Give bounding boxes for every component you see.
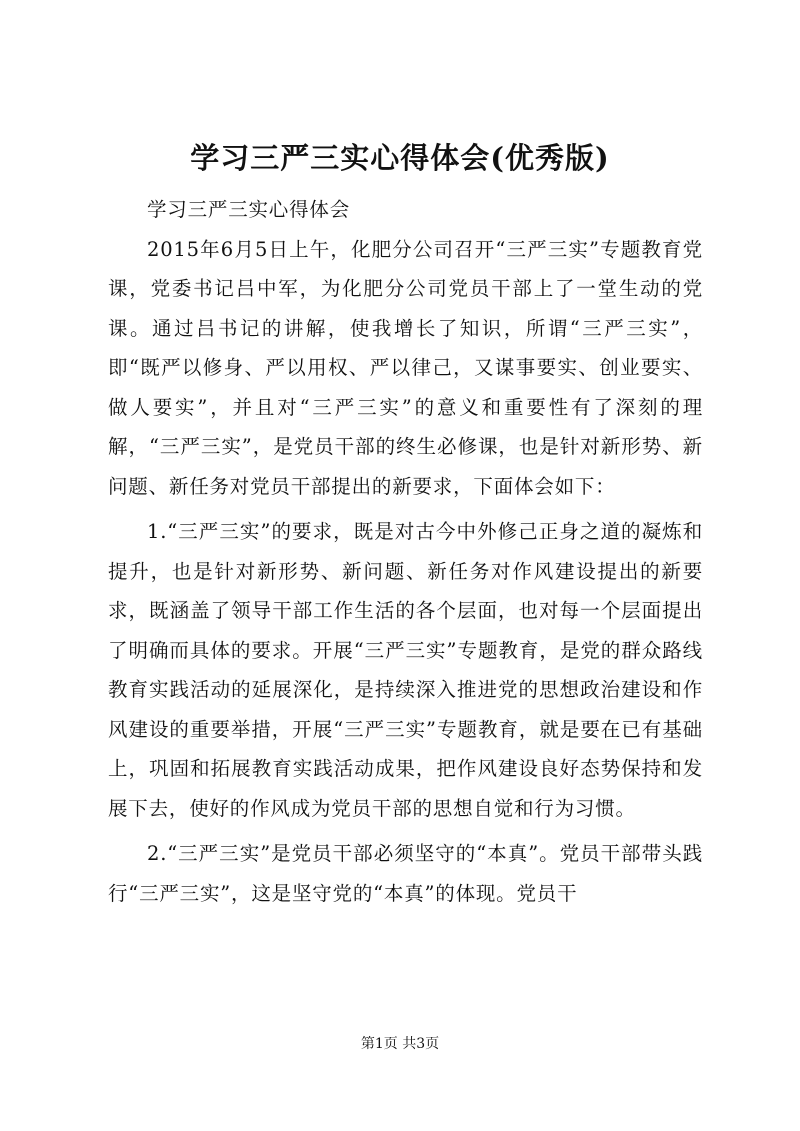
page-indicator: 第1页 共3页: [360, 1036, 440, 1052]
point-two-paragraph: 2.“三严三实”是党员干部必须坚守的“本真”。党员干部带头践行“三严三实”，这是坚守党的“本真”的体现。党员干: [108, 842, 703, 905]
intro-paragraph: 2015年6月5日上午，化肥分公司召开“三严三实”专题教育党课，党委书记吕中军，为化肥分公司党员干部上了一堂生动的党课。通过吕书记的讲解，使我增长了知识，所谓“三严三实”，即“既严以修身、严以用权、严以律己，又谋事要实、创业要实、做人要实”，并且对“三严三实”的意义和重要性有了深刻的理解，“三严三实”，是党员干部的终生必修课，也是针对新形势、新问题、新任务对党员干部提出的新要求，下面体会如下：: [108, 237, 703, 498]
point-one-paragraph: 1.“三严三实”的要求，既是对古今中外修己正身之道的凝炼和提升，也是针对新形势、新问题、新任务对作风建设提出的新要求，既涵盖了领导干部工作生活的各个层面，也对每一个层面提出了明确而具体的要求。开展“三严三实”专题教育，是党的群众路线教育实践活动的延展深化，是持续深入推进党的思想政治建设和作风建设的重要举措，开展“三严三实”专题教育，就是要在已有基础上，巩固和拓展教育实践活动成果，把作风建设良好态势保持和发展下去，使好的作风成为党员干部的思想自觉和行为习惯。: [108, 520, 703, 820]
subtitle-paragraph: 学习三严三实心得体会: [147, 198, 351, 221]
document-body: [108, 190, 703, 913]
document-title: 学习三严三实心得体会(优秀版): [190, 141, 610, 175]
